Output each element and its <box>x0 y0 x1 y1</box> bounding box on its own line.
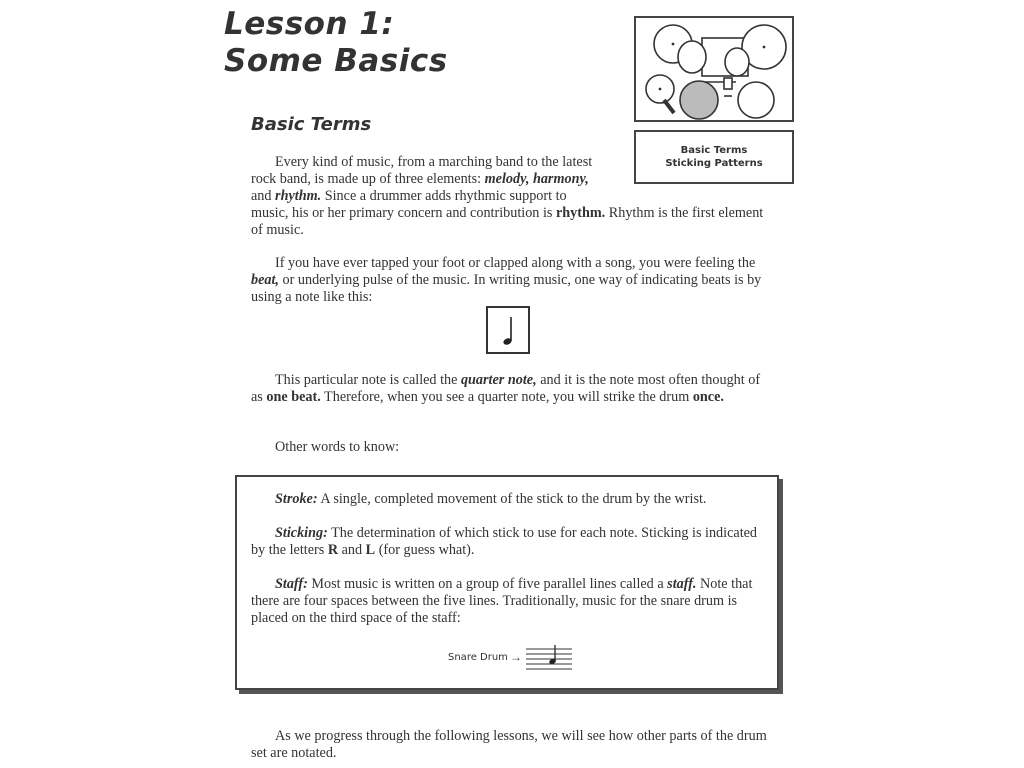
drum-set-icon <box>636 18 792 120</box>
term-sticking: Sticking: The determination of which stick to use for each note. Sticking is indicated by the letters R and L (for guess what). <box>251 525 758 558</box>
term-stroke: Stroke: A single, completed movement of the stick to the drum by the wrist. <box>275 491 707 507</box>
topic-item-sticking-patterns: Sticking Patterns <box>665 158 763 169</box>
paragraph-beat: If you have ever tapped your foot or clapped along with a song, you were feeling the beat, or underlying pulse of the music. In writing music, one way of indicating beats is by using a note like this: <box>251 255 762 305</box>
drum-set-diagram <box>634 16 794 122</box>
quarter-note-icon <box>488 308 528 352</box>
paragraph-closing: As we progress through the following lessons, we will see how other parts of the drum set are notated. <box>251 728 767 761</box>
term-staff: Staff: Most music is written on a group of five parallel lines called a staff. Note that there are four spaces between the five lines. Traditionally, music for the snare drum is placed on the third space of the staff: <box>251 576 753 626</box>
snare-drum-label: Snare Drum <box>448 652 508 663</box>
terms-box <box>235 475 779 690</box>
section-heading: Basic Terms <box>251 114 372 135</box>
topic-item-basic-terms: Basic Terms <box>680 145 748 156</box>
lesson-title-line1: Lesson 1: <box>224 6 395 42</box>
quarter-note-box <box>486 306 530 354</box>
paragraph-elements: Every kind of music, from a marching band to the latest rock band, is made up of three elements: melody, harmony, and rhythm. Since a drummer adds rhythmic support to music, his or her primary concern and contribution is rhythm. Rhythm is the first element of music. <box>251 154 764 238</box>
arrow-right-icon: → <box>510 650 522 664</box>
lesson-title-line2: Some Basics <box>224 43 448 79</box>
lesson-title <box>224 6 448 80</box>
snare-drum-example <box>448 645 608 673</box>
paragraph-other-words: Other words to know: <box>275 439 400 455</box>
staff-icon <box>526 645 572 673</box>
paragraph-quarter-note: This particular note is called the quarter note, and it is the note most often thought of as one beat. Therefore, when you see a quarter note, you will strike the drum once. <box>251 372 761 405</box>
